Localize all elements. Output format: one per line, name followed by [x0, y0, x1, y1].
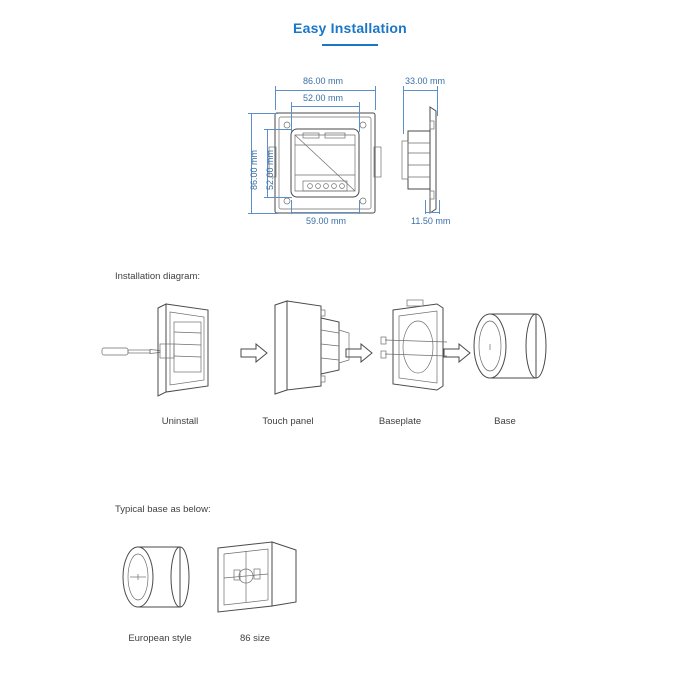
dim-tick	[375, 86, 376, 110]
dim-height-inner-label: 52.00 mm	[265, 149, 275, 190]
dim-width-inner-label: 52.00 mm	[303, 93, 344, 103]
dim-tick	[248, 213, 278, 214]
dim-line-bottom-width	[291, 212, 359, 213]
dim-tick	[439, 200, 440, 214]
base-drawing	[468, 308, 578, 408]
dim-line-width-inner	[291, 106, 359, 107]
dim-side-front-depth-label: 11.50 mm	[411, 216, 451, 226]
page-title: Easy Installation	[293, 20, 407, 36]
base-caption-86-size: 86 size	[239, 633, 271, 644]
dim-side-depth-label: 33.00 mm	[405, 76, 446, 86]
dim-tick	[264, 197, 292, 198]
dim-width-outer-label: 86.00 mm	[303, 76, 344, 86]
step-caption-uninstall: Uninstall	[161, 416, 199, 427]
typical-base-label: Typical base as below:	[115, 504, 211, 515]
dim-line-side-front-depth	[425, 212, 439, 213]
step-caption-baseplate: Baseplate	[378, 416, 422, 427]
dim-line-side-depth	[403, 90, 437, 91]
dim-tick	[359, 200, 360, 214]
86-size-base-drawing	[210, 540, 330, 630]
dim-tick	[291, 102, 292, 132]
dim-height-outer-label: 86.00 mm	[249, 149, 259, 190]
dim-bottom-width-label: 59.00 mm	[306, 216, 347, 226]
step-caption-base: Base	[494, 416, 516, 427]
step-caption-touch-panel: Touch panel	[262, 416, 314, 427]
dim-tick	[248, 113, 278, 114]
dim-tick	[359, 102, 360, 132]
dim-tick	[437, 86, 438, 116]
arrow-icon	[345, 343, 373, 363]
dim-tick	[264, 129, 292, 130]
dim-tick	[291, 200, 292, 214]
uninstall-drawing	[100, 300, 230, 410]
installation-diagram-label: Installation diagram:	[115, 271, 201, 282]
arrow-icon	[443, 343, 471, 363]
base-caption-european: European style	[128, 633, 192, 644]
arrow-icon	[240, 343, 268, 363]
dim-tick	[275, 86, 276, 110]
dim-tick	[425, 200, 426, 214]
dim-tick	[403, 86, 404, 134]
title-underline	[322, 44, 378, 46]
dim-line-width-outer	[275, 90, 375, 91]
